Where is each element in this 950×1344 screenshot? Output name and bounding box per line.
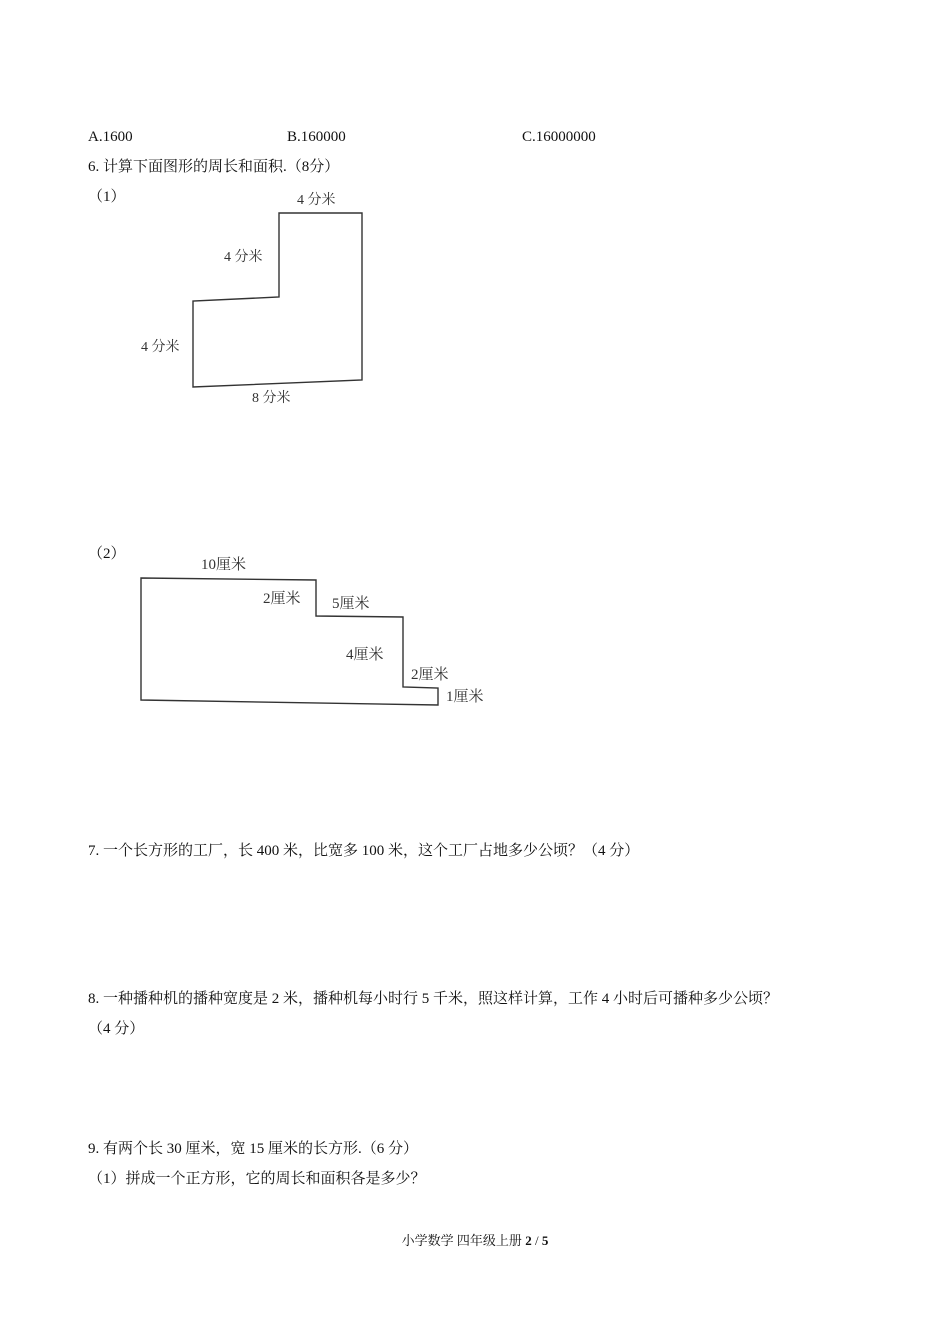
footer-text: 小学数学 四年级上册	[401, 1233, 526, 1248]
page-footer	[0, 1230, 950, 1249]
footer-total-pages: 5	[541, 1233, 549, 1248]
figure-1-dim-middle: 4 分米	[224, 250, 263, 265]
question-7: 7. 一个长方形的工厂，长 400 米，比宽多 100 米，这个工厂占地多少公顷？（4 分）	[88, 843, 640, 859]
figure-1-dim-bottom: 8 分米	[252, 391, 291, 406]
figure-2-dim-step2-h: 2厘米	[411, 667, 449, 683]
question-9: 9. 有两个长 30 厘米，宽 15 厘米的长方形.（6 分）	[88, 1141, 419, 1157]
figure-2-label: （2）	[88, 546, 126, 562]
option-a: A.1600	[88, 129, 133, 145]
question-9-sub-1: （1）拼成一个正方形，它的周长和面积各是多少？	[88, 1171, 426, 1187]
footer-separator: /	[531, 1233, 542, 1248]
figure-2-dim-step1-h: 5厘米	[332, 596, 370, 612]
footer-page-number: 2	[525, 1233, 532, 1248]
figure-2-dim-step3-v: 1厘米	[446, 689, 484, 705]
question-8-points: （4 分）	[88, 1021, 145, 1037]
option-c: C.16000000	[522, 129, 596, 145]
question-8: 8. 一种播种机的播种宽度是 2 米，播种机每小时行 5 千米，照这样计算，工作 4 小时后可播种多少公顷？	[88, 991, 779, 1007]
figure-1-label: （1）	[88, 189, 126, 205]
figure-2-dim-top: 10厘米	[201, 557, 247, 573]
figure-1-dim-left: 4 分米	[141, 340, 180, 355]
figure-2-dim-step1-v: 2厘米	[263, 591, 301, 607]
figure-2-dim-step2-v: 4厘米	[346, 647, 384, 663]
figure-1-dim-top: 4 分米	[297, 193, 336, 208]
question-6-title: 6. 计算下面图形的周长和面积.（8分）	[88, 159, 340, 175]
option-b: B.160000	[287, 129, 346, 145]
